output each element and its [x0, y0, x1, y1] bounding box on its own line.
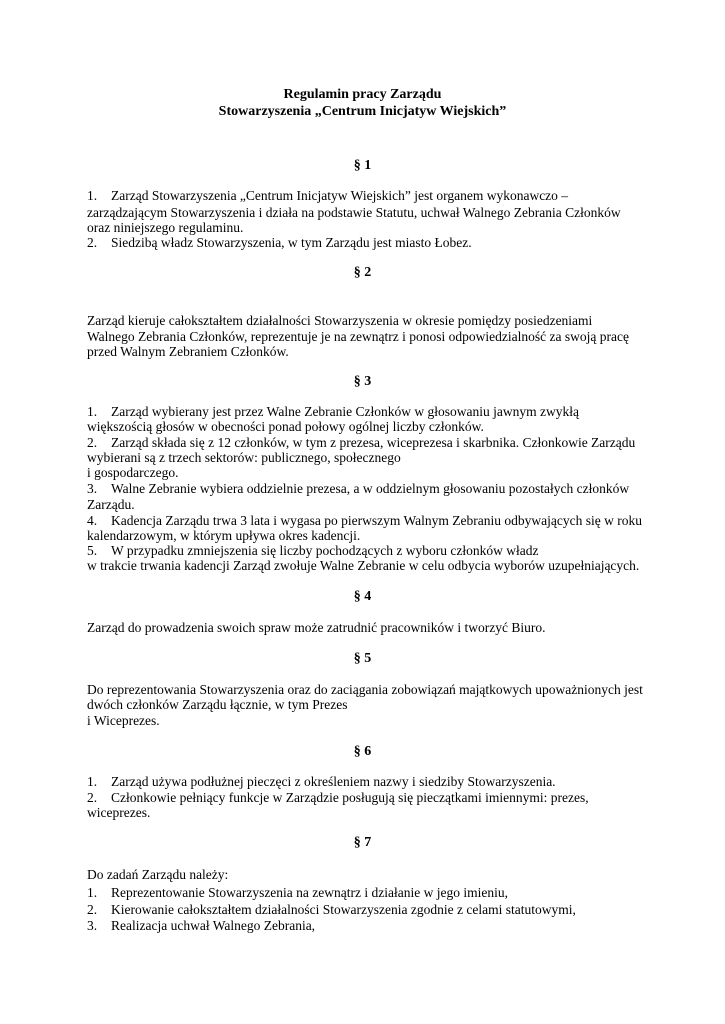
section-3-line: i gospodarczego.	[87, 465, 179, 480]
section-2-heading: § 2	[353, 265, 372, 280]
section-6-item: 1. Zarząd używa podłużnej pieczęci z określeniem nazwy i siedziby Stowarzyszenia.	[87, 774, 556, 789]
section-7-item: 2. Kierowanie całokształtem działalności Stowarzyszenia zgodnie z celami statutowymi,	[87, 902, 576, 917]
section-2-line: Zarząd kieruje całokształtem działalności Stowarzyszenia w okresie pomiędzy posiedzeniami	[87, 313, 593, 328]
section-3-item: 3. Walne Zebranie wybiera oddzielnie prezesa, a w oddzielnym głosowaniu pozostałych członków	[87, 481, 630, 496]
section-1-line: oraz niniejszego regulaminu.	[87, 220, 244, 235]
section-3-line: wybierani są z trzech sektorów: publicznego, społecznego	[87, 450, 401, 465]
section-7-heading: § 7	[353, 835, 372, 850]
section-2-line: Walnego Zebrania Członków, reprezentuje je na zewnątrz i ponosi odpowiedzialność za swoją pracę	[87, 329, 629, 344]
section-6-item: 2. Członkowie pełniący funkcje w Zarządzie posługują się pieczątkami imiennymi: prezes,	[87, 790, 589, 805]
section-5-line: Do reprezentowania Stowarzyszenia oraz do zaciągania zobowiązań majątkowych upoważnionych jest	[87, 682, 643, 697]
section-3-line: większością głosów w obecności ponad połowy ogólnej liczby członków.	[87, 419, 484, 434]
section-7-line: Do zadań Zarządu należy:	[87, 867, 229, 882]
section-3-line: w trakcie trwania kadencji Zarząd zwołuje Walne Zebranie w celu odbycia wyborów uzupełniających.	[87, 558, 640, 573]
section-1-heading: § 1	[353, 158, 372, 173]
section-1-item: 1. Zarząd Stowarzyszenia „Centrum Inicjatyw Wiejskich” jest organem wykonawczo –	[87, 188, 569, 203]
section-3-line: Zarządu.	[87, 497, 135, 512]
section-6-heading: § 6	[353, 744, 372, 759]
section-3-item: 2. Zarząd składa się z 12 członków, w tym z prezesa, wiceprezesa i skarbnika. Członkowie Zarządu	[87, 435, 636, 450]
section-5-line: dwóch członków Zarządu łącznie, w tym Prezes	[87, 697, 348, 712]
section-3-line: kalendarzowym, w którym upływa okres kadencji.	[87, 528, 361, 543]
section-7-item: 1. Reprezentowanie Stowarzyszenia na zewnątrz i działanie w jego imieniu,	[87, 885, 508, 900]
section-3-heading: § 3	[353, 374, 372, 389]
document-title-line-2: Stowarzyszenia „Centrum Inicjatyw Wiejskich”	[218, 104, 507, 119]
section-5-heading: § 5	[353, 651, 372, 666]
section-3-item: 1. Zarząd wybierany jest przez Walne Zebranie Członków w głosowaniu jawnym zwykłą	[87, 404, 580, 419]
section-6-line: wiceprezes.	[87, 805, 151, 820]
section-5-line: i Wiceprezes.	[87, 713, 160, 728]
document-title-line-1: Regulamin pracy Zarządu	[283, 87, 442, 102]
section-3-item: 4. Kadencja Zarządu trwa 3 lata i wygasa po pierwszym Walnym Zebraniu odbywających się w roku	[87, 513, 642, 528]
section-7-item: 3. Realizacja uchwał Walnego Zebrania,	[87, 918, 316, 933]
section-4-line: Zarząd do prowadzenia swoich spraw może zatrudnić pracowników i tworzyć Biuro.	[87, 620, 546, 635]
section-3-item: 5. W przypadku zmniejszenia się liczby pochodzących z wyboru członków władz	[87, 543, 539, 558]
section-4-heading: § 4	[353, 589, 372, 604]
section-1-line: zarządzającym Stowarzyszenia i działa na podstawie Statutu, uchwał Walnego Zebrania Członków	[87, 205, 621, 220]
section-2-line: przed Walnym Zebraniem Członków.	[87, 344, 289, 359]
section-1-item: 2. Siedzibą władz Stowarzyszenia, w tym Zarządu jest miasto Łobez.	[87, 235, 472, 250]
